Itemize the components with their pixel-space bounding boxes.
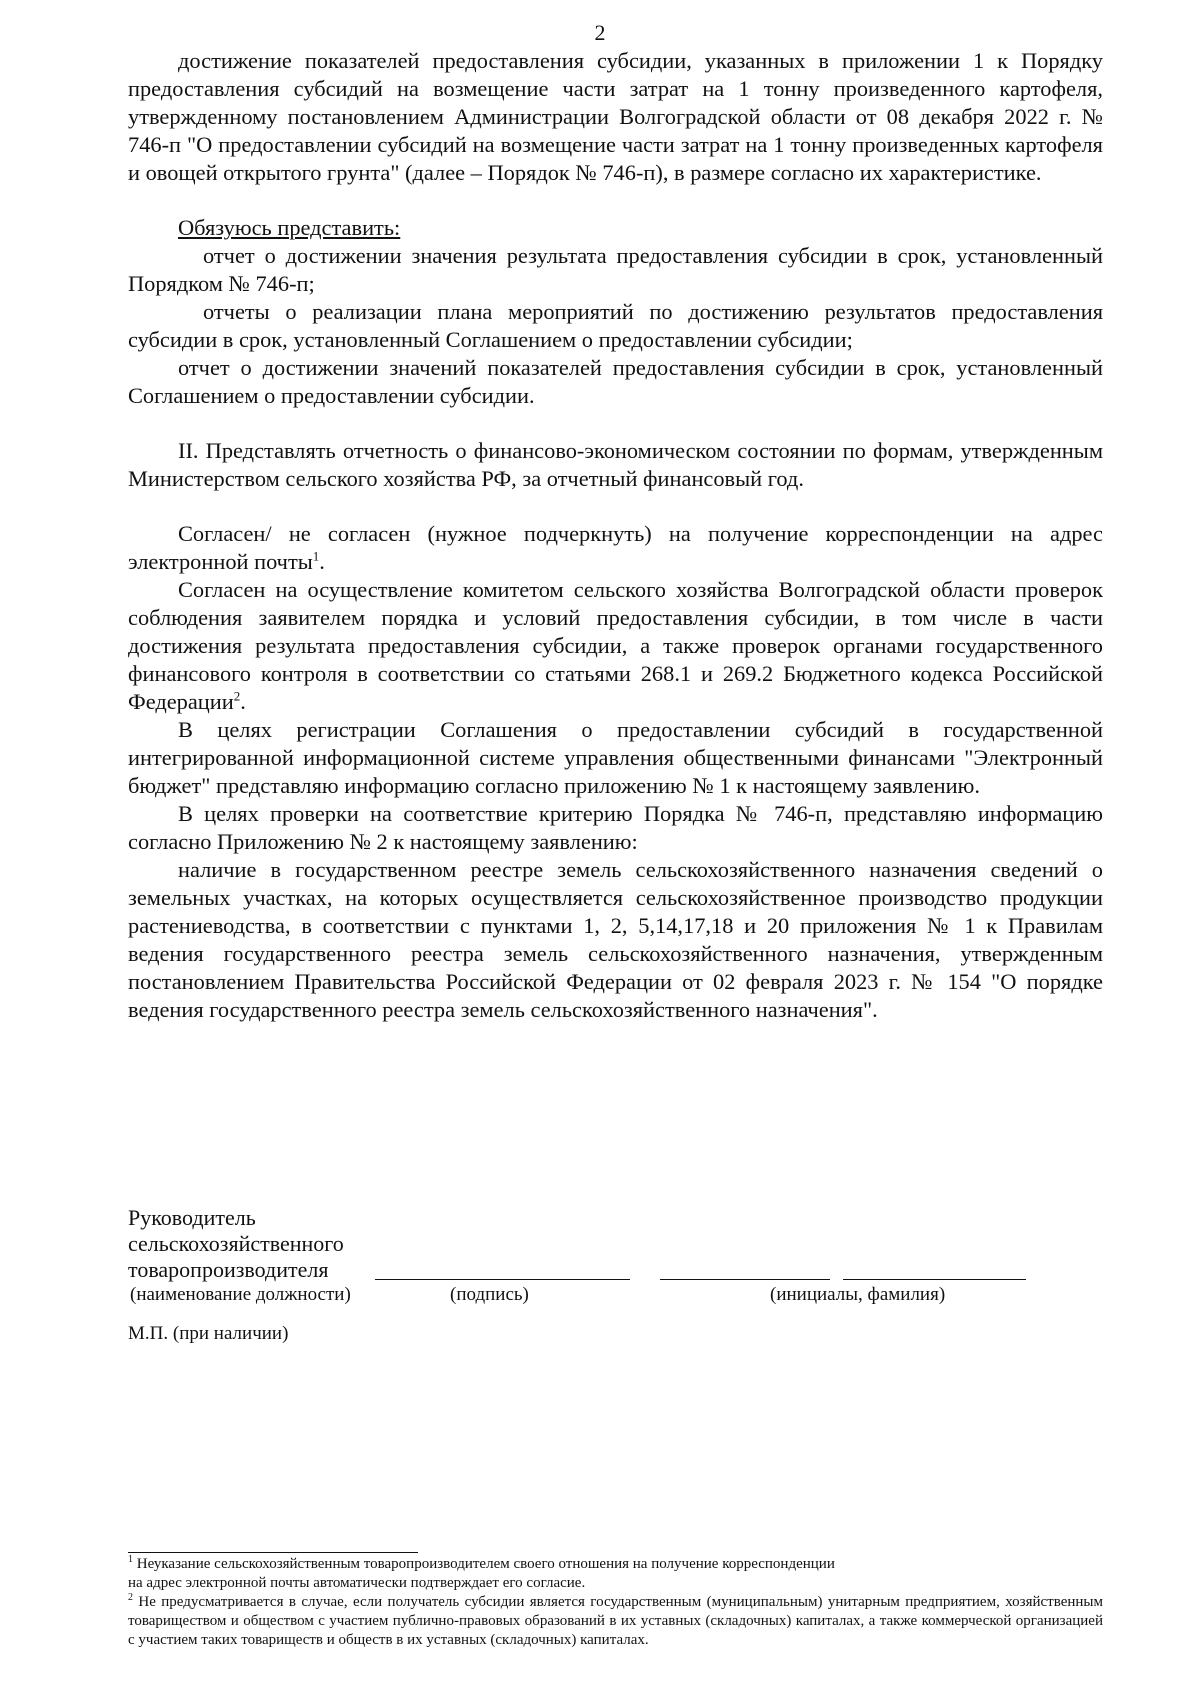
footnote-separator xyxy=(128,1552,418,1553)
footnote-ref-1: 1 xyxy=(312,548,320,564)
signature-line xyxy=(375,1279,630,1280)
page-number: 2 xyxy=(594,20,606,45)
paragraph-criteria-check: В целях проверки на соответствие критерию Порядка № 746-п, представляю информацию согласно Приложению № 2 к настоящему заявлению: xyxy=(128,801,1103,854)
name-line-surname xyxy=(843,1279,1026,1280)
footnote-2 xyxy=(128,1593,1103,1650)
email-consent-text: Согласен/ не согласен (нужное подчеркнуть) на получение корреспонденции на адрес электронной почты xyxy=(128,521,1103,574)
paragraph-report-plan: отчеты о реализации плана мероприятий по достижению результатов предоставления субсидии в срок, установленный Соглашением о предоставлении субсидии; xyxy=(128,299,1103,352)
signature-block xyxy=(128,1205,1103,1283)
paragraph-electronic-budget: В целях регистрации Соглашения о предоставлении субсидий в государственной интегрированной информационной системе управления общественными финансами "Электронный бюджет" представляю информацию согласно приложению № 1 к настоящему заявлению. xyxy=(128,717,1103,798)
signer-title-line-2: сельскохозяйственного xyxy=(128,1231,344,1256)
stamp-note: М.П. (при наличии) xyxy=(128,1323,289,1344)
footnotes xyxy=(128,1555,1103,1650)
paragraph-email-consent: Согласен/ не согласен (нужное подчеркнуть) на получение корреспонденции на адрес электронной почты$^1$. xyxy=(128,521,1103,574)
footnote-1-line-2: на адрес электронной почты автоматически подтверждает его согласие. xyxy=(128,1575,586,1591)
paragraph-inspection-consent: Согласен на осуществление комитетом сельского хозяйства Волгоградской области проверок соблюдения заявителем порядка и условий предоставления субсидии, в том числе в части достижения результата предоставления субсидии, а также проверок органами государственного финансового контроля в соответствии со статьями 268.1 и 269.2 Бюджетного кодекса Российской Федерации$^2$. xyxy=(128,577,1103,714)
signer-title-line-1: Руководитель xyxy=(128,1205,256,1230)
signer-title-line-3: товаропроизводителя xyxy=(128,1257,329,1282)
heading-undertake-text: Обязуюсь представить: xyxy=(178,215,401,240)
paragraph-financial-reporting: II. Представлять отчетность о финансово-экономическом состоянии по формам, утвержденным Министерством сельского хозяйства РФ, за отчетный финансовый год. xyxy=(128,438,1103,491)
footnote-1 xyxy=(128,1555,1103,1574)
paragraph-report-indicators: отчет о достижении значений показателей предоставления субсидии в срок, установленный Соглашением о предоставлении субсидии. xyxy=(128,355,1103,408)
inspection-consent-text: Согласен на осуществление комитетом сельского хозяйства Волгоградской области проверок соблюдения заявителем порядка и условий предоставления субсидии, в том числе в части достижения результата предоставления субсидии, а также проверок органами государственного финансового контроля в соответствии со статьями 268.1 и 269.2 Бюджетного кодекса Российской Федерации xyxy=(128,577,1103,714)
document-body xyxy=(128,47,1103,1024)
paragraph-land-registry: наличие в государственном реестре земель сельскохозяйственного назначения сведений о земельных участках, на которых осуществляется сельскохозяйственное производство продукции растениеводства, в соответствии с пунктами 1, 2, 5,14,17,18 и 20 приложения № 1 к Правилам ведения государственного реестра земель сельскохозяйственного назначения, утвержденным постановлением Правительства Российской Федерации от 02 февраля 2023 г. № 154 "О порядке ведения государственного реестра земель сельскохозяйственного назначения". xyxy=(128,857,1103,1022)
paragraph-report-result: отчет о достижении значения результата предоставления субсидии в срок, установленный Порядком № 746-п; xyxy=(128,243,1103,296)
caption-signature: (подпись) xyxy=(450,1284,529,1305)
footnote-ref-2: 2 xyxy=(233,688,241,704)
name-line-initials xyxy=(660,1279,830,1280)
footnote-2-mark: 2 xyxy=(128,1592,133,1603)
footnote-1-mark: 1 xyxy=(128,1554,133,1565)
footnote-1-line-1: Неуказание сельскохозяйственным товаропроизводителем своего отношения на получение корреспонденции xyxy=(136,1556,835,1572)
heading-undertake xyxy=(128,214,1103,242)
caption-name: (инициалы, фамилия) xyxy=(770,1284,946,1305)
caption-position: (наименование должности) xyxy=(130,1284,351,1305)
paragraph-indicators: достижение показателей предоставления субсидии, указанных в приложении 1 к Порядку предоставления субсидий на возмещение части затрат на 1 тонну произведенного картофеля, утвержденному постановлением Администрации Волгоградской области от 08 декабря 2022 г. № 746-п "О предоставлении субсидий на возмещение части затрат на 1 тонну произведенных картофеля и овощей открытого грунта" (далее – Порядок № 746-п), в размере согласно их характеристике. xyxy=(128,48,1103,185)
footnote-2-text: Не предусматривается в случае, если получатель субсидии является государственным (муниципальным) унитарным предприятием, хозяйственным товариществом и обществом с участием публично-правовых образований в их уставных (складочных) капиталах, а также коммерческой организацией с участием таких товариществ и обществ в их уставных (складочных) капиталах. xyxy=(128,1594,1103,1648)
